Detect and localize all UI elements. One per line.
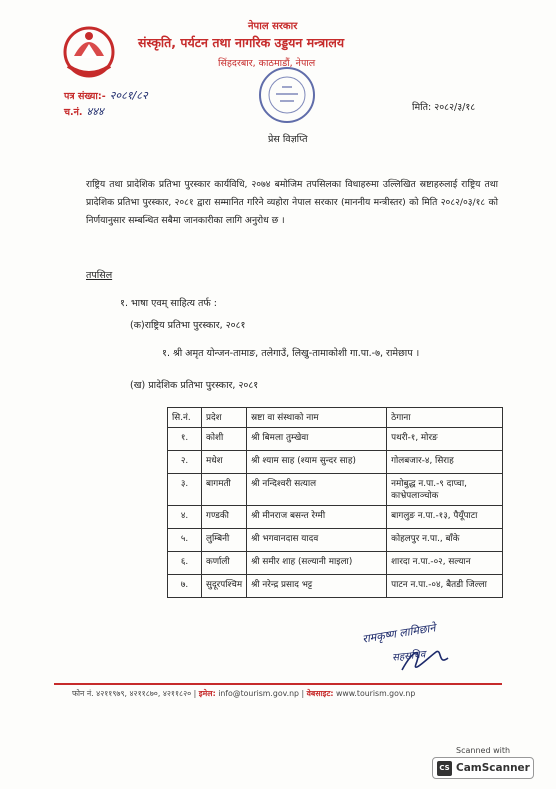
camscanner-logo-icon: CS <box>437 761 452 776</box>
table-cell: गण्डकी <box>202 506 247 529</box>
column-header: प्रदेश <box>202 408 247 428</box>
table-cell: कोशी <box>202 428 247 451</box>
table-cell: ४. <box>168 506 202 529</box>
dispatch-number-value: ४४४ <box>86 105 104 118</box>
signatory-designation: सहसचिव <box>391 649 426 664</box>
scanner-name: CamScanner <box>456 762 530 774</box>
footer-contact: फोन नं. ४२११९७९, ४२११८७०, ४२११८२० | इमेल: info@tourism.gov.np | वेबसाइट: www.tourism.gov.np <box>72 689 416 698</box>
table-cell: ३. <box>168 474 202 506</box>
provincial-award-table <box>167 407 503 598</box>
schedule-heading: तपसिल <box>86 270 113 281</box>
date-value: २०८२/३/१८ <box>434 102 476 113</box>
ministry-name: संस्कृति, पर्यटन तथा नागरिक उड्डयन मन्त्रालय <box>138 35 345 50</box>
table-cell: कर्णाली <box>202 552 247 575</box>
scanner-badge <box>432 757 534 779</box>
table-cell: पथरी-१, मोरङ <box>387 428 503 451</box>
table-cell: श्री नरेन्द्र प्रसाद भट्ट <box>247 575 387 598</box>
table-cell: ७. <box>168 575 202 598</box>
column-header: स्रष्टा वा संस्थाको नाम <box>247 408 387 428</box>
table-row <box>168 552 503 575</box>
phone-label: फोन नं. <box>72 689 94 698</box>
nepal-emblem-icon <box>60 22 118 82</box>
table-cell: श्री श्याम साह (श्याम सुन्दर साह) <box>247 451 387 474</box>
table-cell: सुदूरपश्चिम <box>202 575 247 598</box>
table-cell: श्री मीनराज बसन्त रेग्मी <box>247 506 387 529</box>
table-cell: नमोबुद्ध न.पा.-९ दाप्चा, काभ्रेपलाञ्चोक <box>387 474 503 506</box>
table-cell: लुम्बिनी <box>202 529 247 552</box>
table-cell: बागमती <box>202 474 247 506</box>
letter-number-value: २०८१/८२ <box>109 89 148 102</box>
government-name: नेपाल सरकार <box>248 21 298 32</box>
table-row <box>168 451 503 474</box>
table-cell: ६. <box>168 552 202 575</box>
table-cell: बागलुङ न.पा.-१३, पैयूँपाटा <box>387 506 503 529</box>
table-row <box>168 506 503 529</box>
table-cell: मधेश <box>202 451 247 474</box>
table-cell: श्री बिमला तुम्खेवा <box>247 428 387 451</box>
table-cell: शारदा न.पा.-०२, सल्यान <box>387 552 503 575</box>
table-cell: कोहलपुर न.पा., बाँके <box>387 529 503 552</box>
table-header-row <box>168 408 503 428</box>
dispatch-number-label: च.नं. <box>64 107 83 118</box>
website-label: वेबसाइट: <box>306 689 334 698</box>
letter-number <box>64 88 148 103</box>
footer-divider <box>54 683 502 685</box>
table-cell: २. <box>168 451 202 474</box>
table-row <box>168 529 503 552</box>
body-paragraph: राष्ट्रिय तथा प्रादेशिक प्रतिभा पुरस्कार कार्यविधि, २०७४ बमोजिम तपसिलका विधाहरुमा उल्लिखित स्रष्टाहरुलाई राष्ट्रिय तथा प्रादेशिक प्रतिभा पुरस्कार, २०८१ द्वारा सम्मानित गरिने व्यहोरा नेपाल सरकार (माननीय मन्त्रीस्तर) को मिति २०८२/०३/१८ को निर्णयानुसार सम्बन्धित सबैमा जानकारीका लागि अनुरोध छ । <box>86 179 498 226</box>
document-title: प्रेस विज्ञप्ति <box>268 134 308 145</box>
table-row <box>168 575 503 598</box>
table-cell: १. <box>168 428 202 451</box>
table-cell: श्री समीर शाह (सल्यानी माइला) <box>247 552 387 575</box>
dispatch-number <box>64 104 104 119</box>
date-label: मिति: <box>412 102 432 113</box>
email-label: इमेल: <box>198 689 216 698</box>
schedule-item-provincial-award: (ख) प्रादेशिक प्रतिभा पुरस्कार, २०८१ <box>130 380 259 391</box>
scanner-caption: Scanned with <box>456 746 511 755</box>
website-value[interactable]: www.tourism.gov.np <box>336 689 416 698</box>
phone-value: ४२११९७९, ४२११८७०, ४२११८२० <box>96 689 192 698</box>
schedule-item-national-award: (क)राष्ट्रिय प्रतिभा पुरस्कार, २०८१ <box>130 320 246 331</box>
column-header: सि.नं. <box>168 408 202 428</box>
table-cell: श्री नन्दिश्वरी सत्याल <box>247 474 387 506</box>
letter-number-label: पत्र संख्या:- <box>64 91 106 102</box>
table-row <box>168 428 503 451</box>
table-cell: पाटन न.पा.-०४, बैतडी जिल्ला <box>387 575 503 598</box>
email-value[interactable]: info@tourism.gov.np <box>218 689 299 698</box>
ministry-address: सिंहदरबार, काठमाडौं, नेपाल <box>218 58 316 69</box>
national-award-recipient: १. श्री अमृत योन्जन-तामाङ, तलेगाउँ, लिखु-तामाकोशी गा.पा.-७, रामेछाप । <box>162 348 420 359</box>
table-cell: श्री भगवानदास यादव <box>247 529 387 552</box>
table-cell: गोलबजार-४, सिराह <box>387 451 503 474</box>
schedule-item-literature: १. भाषा एवम् साहित्य तर्फ : <box>120 298 217 309</box>
table-row <box>168 474 503 506</box>
table-cell: ५. <box>168 529 202 552</box>
column-header: ठेगाना <box>387 408 503 428</box>
ministry-stamp-icon <box>252 64 322 126</box>
signatory-name: रामकृष्ण लामिछाने <box>361 621 437 646</box>
letter-date <box>412 100 475 113</box>
